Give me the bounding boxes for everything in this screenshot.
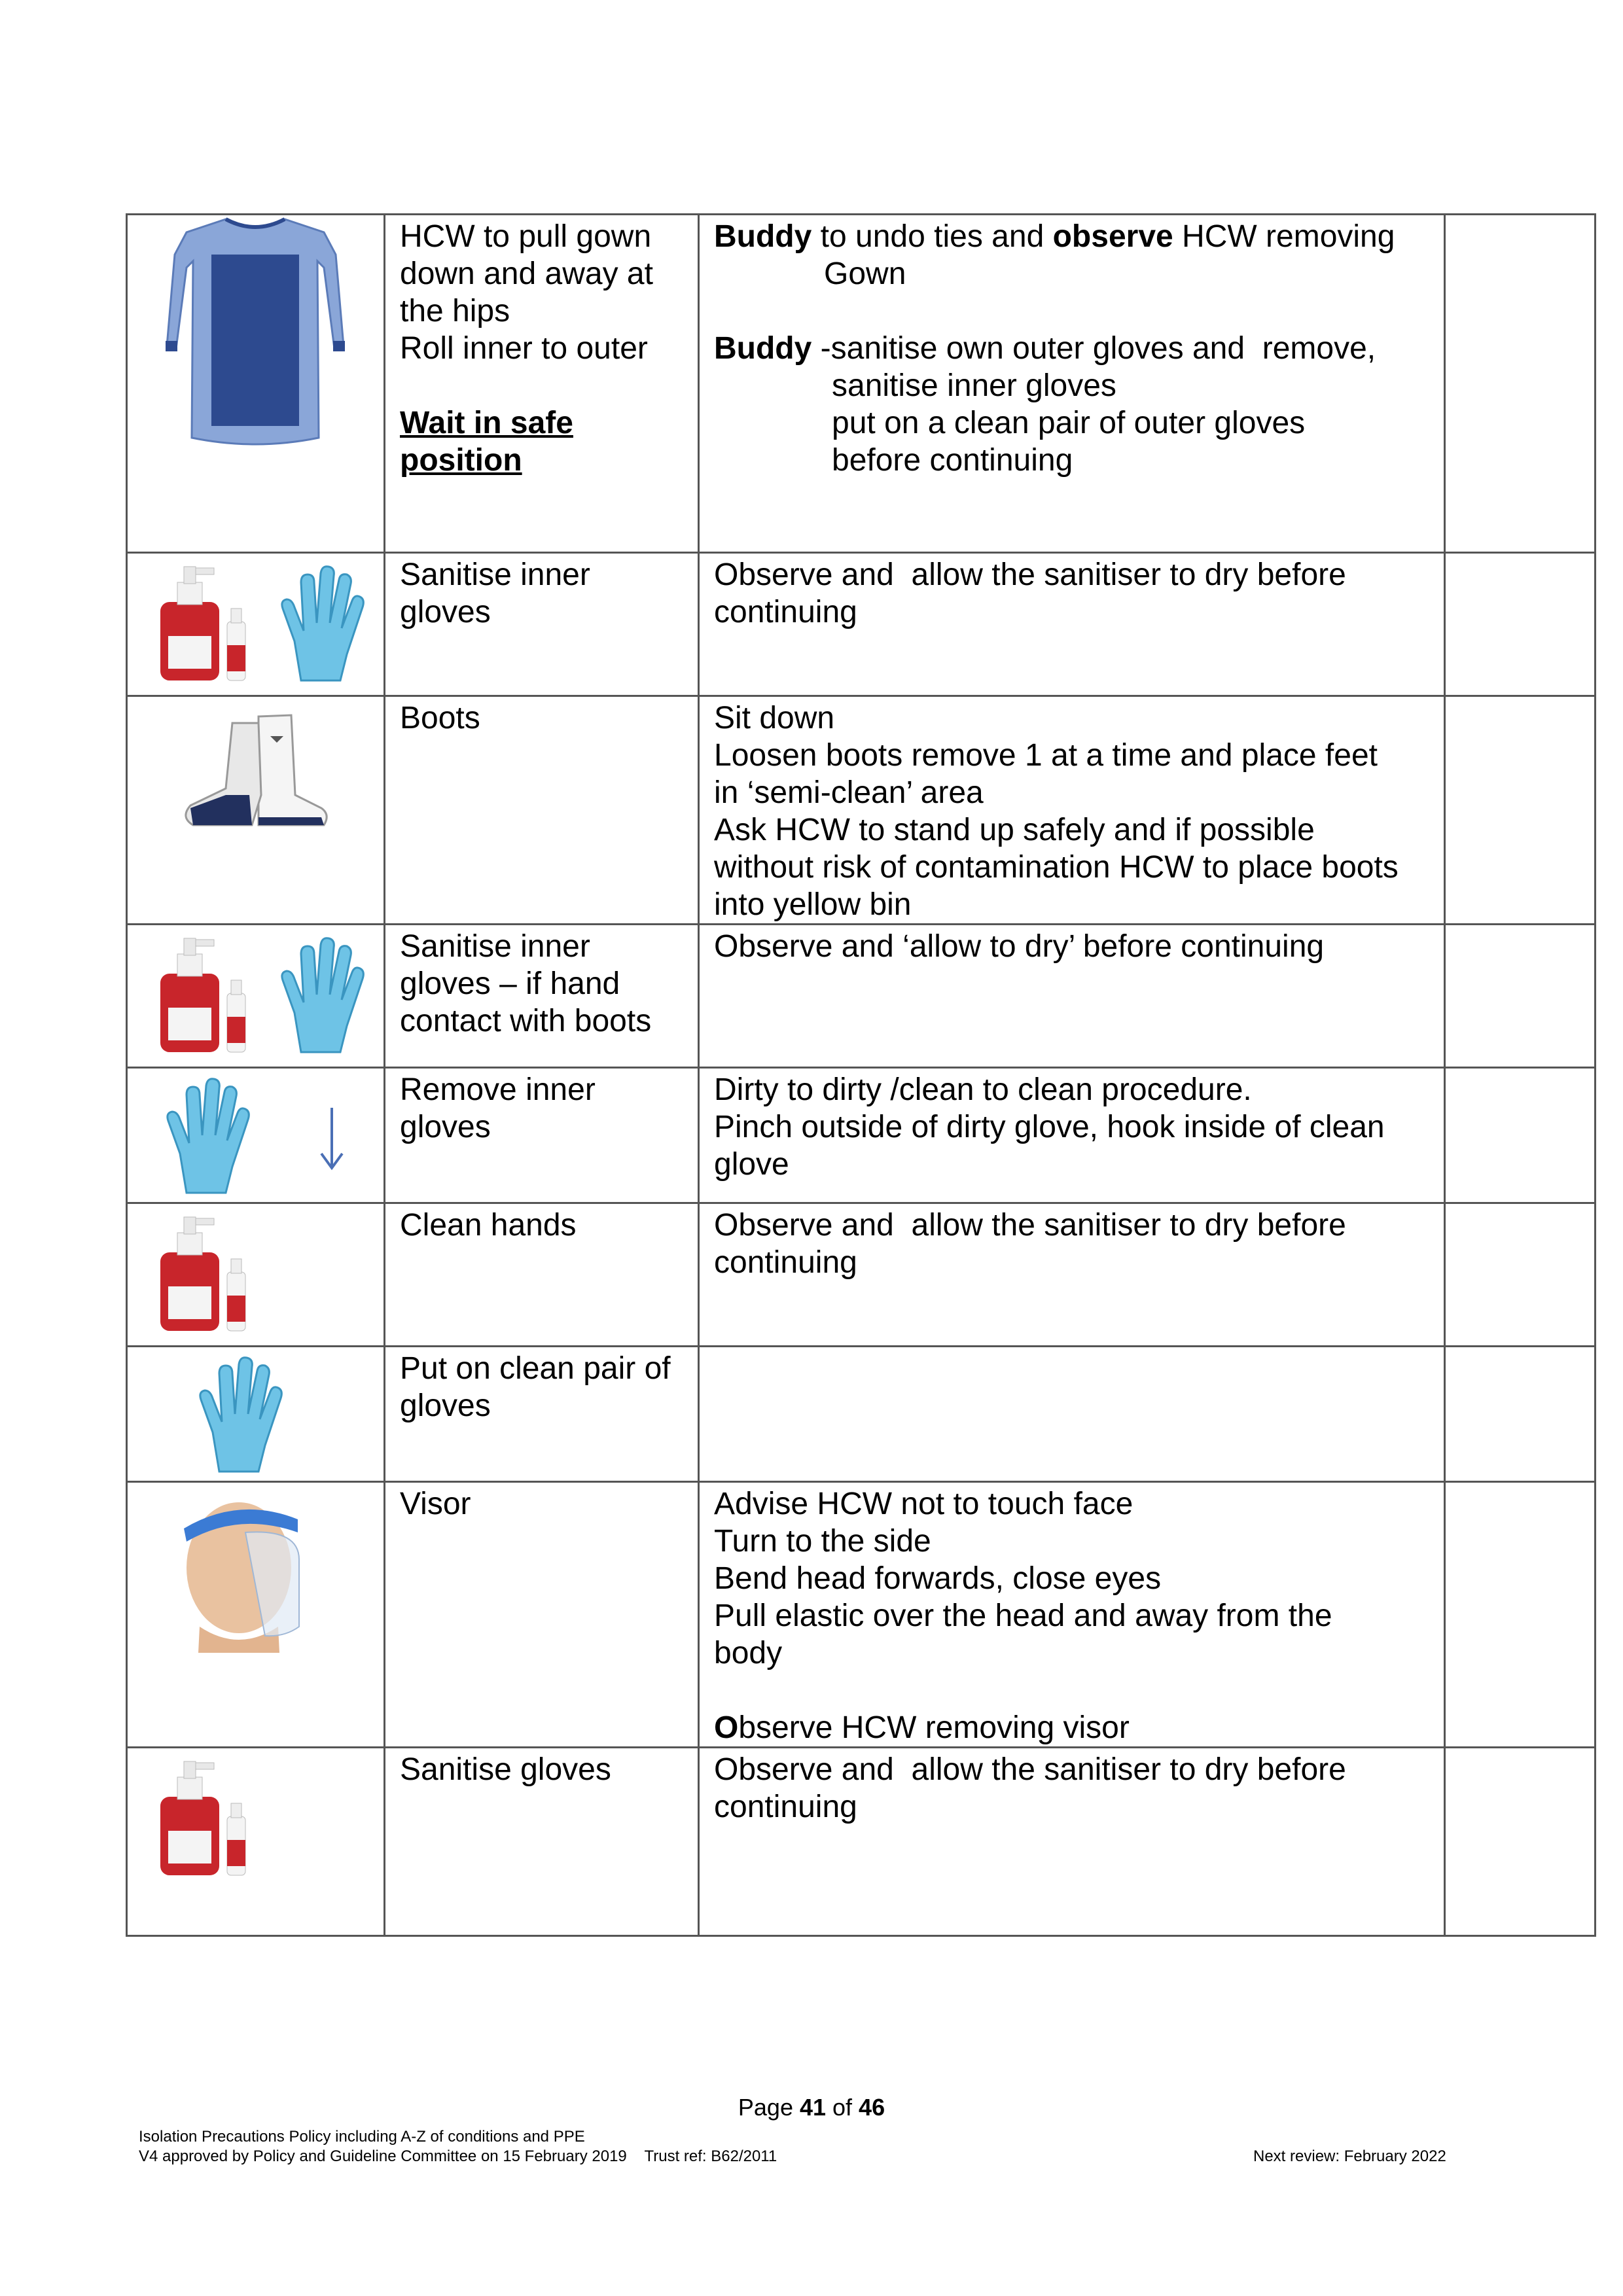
sanitiser-gloves-image-cell (127, 553, 385, 696)
step-text: Sanitise inner (400, 557, 590, 592)
footer-policy-title: Isolation Precautions Policy including A-Z of conditions and PPE (139, 2128, 585, 2146)
check-cell (1445, 925, 1596, 1068)
action-text: glove (714, 1147, 789, 1182)
step-cell (385, 696, 699, 925)
step-text: Visor (400, 1487, 471, 1521)
check-cell (1445, 1203, 1596, 1347)
step-text: the hips (400, 294, 510, 328)
action-text: Gown (824, 256, 906, 291)
check-cell (1445, 1482, 1596, 1748)
visor-icon (128, 1483, 383, 1659)
step-cell (385, 1068, 699, 1203)
action-text: before continuing (832, 443, 1073, 478)
table-row (127, 215, 1596, 553)
action-text: Pull elastic over the head and away from the (714, 1598, 1332, 1633)
step-cell (385, 1347, 699, 1482)
step-text: Sanitise gloves (400, 1752, 611, 1787)
action-text: Observe HCW removing visor (714, 1710, 1130, 1745)
step-text: Boots (400, 701, 480, 735)
gown-icon (128, 215, 383, 451)
action-cell (699, 696, 1445, 925)
step-text: gloves – if hand (400, 966, 620, 1001)
action-text: into yellow bin (714, 887, 912, 922)
step-text: gloves (400, 1388, 491, 1423)
action-text: in ‘semi-clean’ area (714, 775, 984, 810)
action-cell (699, 215, 1445, 553)
step-emphasis: Wait in safe (400, 406, 573, 440)
gown-image-cell (127, 215, 385, 553)
sanitiser-image-cell (127, 1203, 385, 1347)
boots-icon (128, 697, 383, 847)
action-cell (699, 553, 1445, 696)
action-cell (699, 1748, 1445, 1936)
step-text: Roll inner to outer (400, 331, 648, 366)
step-text: down and away at (400, 256, 653, 291)
action-text: Turn to the side (714, 1524, 931, 1559)
action-text: continuing (714, 1245, 857, 1280)
action-cell (699, 1482, 1445, 1748)
step-cell (385, 1748, 699, 1936)
table-row (127, 1482, 1596, 1748)
table-row (127, 1748, 1596, 1936)
action-text: Observe and allow the sanitiser to dry before (714, 1208, 1346, 1243)
action-text: Dirty to dirty /clean to clean procedure. (714, 1072, 1252, 1107)
glove-icon (282, 567, 363, 680)
action-text: Observe and ‘allow to dry’ before continuing (714, 929, 1325, 964)
action-text: body (714, 1636, 783, 1670)
sanitiser-bottle-icon (128, 1748, 383, 1886)
check-cell (1445, 1068, 1596, 1203)
glove-icon (128, 1347, 383, 1478)
action-text: sanitise inner gloves (832, 368, 1116, 403)
action-text: continuing (714, 1790, 857, 1824)
step-text: Sanitise inner (400, 929, 590, 964)
doffing-procedure-table (126, 213, 1596, 1937)
table-row (127, 696, 1596, 925)
footer-approval: V4 approved by Policy and Guideline Committee on 15 February 2019 Trust ref: B62/2011 (139, 2147, 777, 2165)
remove-gloves-image-cell (127, 1068, 385, 1203)
boots-image-cell (127, 696, 385, 925)
action-text: continuing (714, 595, 857, 629)
gloves-image-cell (127, 1347, 385, 1482)
check-cell (1445, 696, 1596, 925)
step-text: gloves (400, 1110, 491, 1144)
action-text: Buddy to undo ties and observe HCW removing (714, 219, 1395, 254)
check-cell (1445, 215, 1596, 553)
action-text: Sit down (714, 701, 835, 735)
step-text: Put on clean pair of (400, 1351, 671, 1386)
page-number: Page 41 of 46 (738, 2094, 885, 2121)
action-text: Advise HCW not to touch face (714, 1487, 1133, 1521)
step-text: contact with boots (400, 1004, 652, 1038)
step-text: Clean hands (400, 1208, 577, 1243)
check-cell (1445, 553, 1596, 696)
action-text: Observe and allow the sanitiser to dry before (714, 1752, 1346, 1787)
table-row (127, 1347, 1596, 1482)
step-cell (385, 553, 699, 696)
action-cell (699, 925, 1445, 1068)
step-cell (385, 215, 699, 553)
sanitiser-gloves-image-cell (127, 925, 385, 1068)
action-text: Ask HCW to stand up safely and if possible (714, 813, 1315, 847)
sanitiser-bottle-icon (128, 554, 383, 691)
check-cell (1445, 1347, 1596, 1482)
step-text: gloves (400, 595, 491, 629)
action-text: without risk of contamination HCW to place boots (714, 850, 1399, 885)
step-text: Remove inner (400, 1072, 596, 1107)
table-row (127, 1203, 1596, 1347)
glove-icon (128, 1069, 383, 1199)
table-row (127, 925, 1596, 1068)
sanitiser-image-cell (127, 1748, 385, 1936)
step-cell (385, 925, 699, 1068)
action-text: Buddy -sanitise own outer gloves and remove, (714, 331, 1376, 366)
action-cell (699, 1347, 1445, 1482)
footer-next-review: Next review: February 2022 (1253, 2147, 1446, 2165)
sanitiser-bottle-icon (128, 1204, 383, 1341)
step-cell (385, 1482, 699, 1748)
step-emphasis: position (400, 443, 522, 478)
step-cell (385, 1203, 699, 1347)
action-cell (699, 1068, 1445, 1203)
action-cell (699, 1203, 1445, 1347)
table-row (127, 1068, 1596, 1203)
check-cell (1445, 1748, 1596, 1936)
step-text: HCW to pull gown (400, 219, 652, 254)
sanitiser-bottle-icon (128, 925, 383, 1063)
action-text: Bend head forwards, close eyes (714, 1561, 1162, 1596)
action-text: Loosen boots remove 1 at a time and place feet (714, 738, 1378, 773)
visor-image-cell (127, 1482, 385, 1748)
action-text: Observe and allow the sanitiser to dry before (714, 557, 1346, 592)
action-text: Pinch outside of dirty glove, hook inside of clean (714, 1110, 1385, 1144)
table-row (127, 553, 1596, 696)
action-text: put on a clean pair of outer gloves (832, 406, 1306, 440)
